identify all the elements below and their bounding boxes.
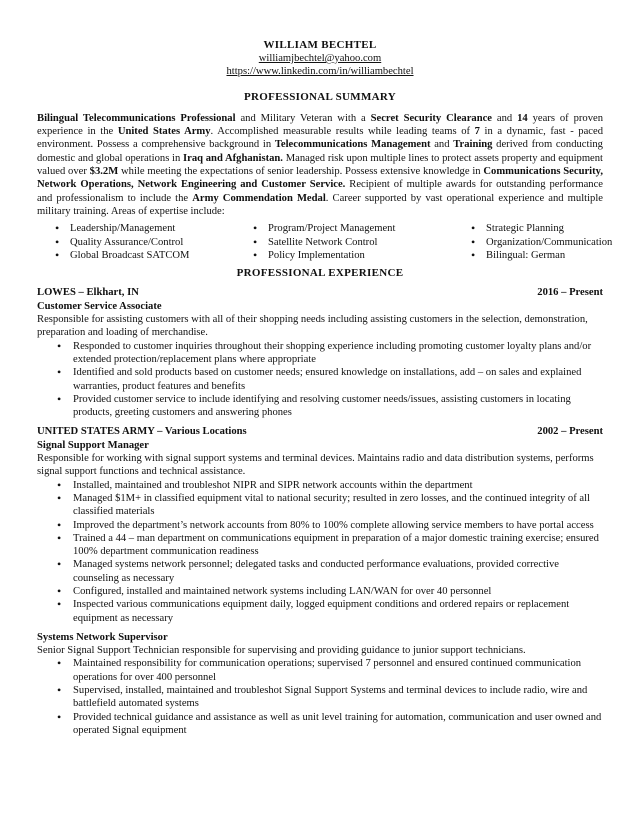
- summary-heading: PROFESSIONAL SUMMARY: [244, 90, 396, 103]
- job-header: [37, 425, 603, 438]
- summary-text: Communications Security, Network Operations, Network Engineering and Customer Service.: [37, 166, 604, 191]
- employer: UNITED STATES ARMY – Various Locations: [37, 426, 247, 438]
- resume-header: [37, 38, 603, 79]
- list-item: • Configured, installed and maintained network systems including LAN/WAN for over 40 personnel: [37, 585, 603, 598]
- linkedin-link[interactable]: https://www.linkedin.com/in/williambechtel: [226, 66, 414, 78]
- list-item: • Trained a 44 – man department on communications equipment in preparation of a major domestic training exercise; ensured 100% department communication readiness: [37, 532, 603, 559]
- skill-item: • Global Broadcast SATCOM: [37, 249, 235, 262]
- summary-text: Army Commendation Medal: [192, 192, 326, 204]
- email-link[interactable]: williamjbechtel@yahoo.com: [258, 53, 382, 64]
- list-item: • Maintained responsibility for communication operations; supervised 7 personnel and ensured continued communication operations for over 400 personnel: [37, 657, 603, 684]
- candidate-name: WILLIAM BECHTEL: [263, 39, 377, 51]
- employer: LOWES – Elkhart, IN: [37, 287, 139, 299]
- summary-text: Secret Security Clearance: [370, 112, 493, 124]
- job-lowes: [37, 286, 603, 419]
- list-item: • Managed $1M+ in classified equipment vital to national security; resulted in zero losses, and the continued integrity of all classified materials: [37, 492, 603, 519]
- summary-text: years of proven experience in the: [37, 112, 603, 138]
- job-title: Customer Service Associate: [37, 300, 162, 312]
- summary-text: derived from conducting domestic and global operations in: [37, 139, 603, 164]
- summary-text: Telecommunications Management: [274, 139, 431, 151]
- job-dates: 2016 – Present: [537, 287, 603, 299]
- summary-text: 14: [517, 112, 528, 124]
- skill-item: • Quality Assurance/Control: [37, 236, 235, 249]
- resume-page: [37, 38, 613, 737]
- skill-item: • Leadership/Management: [37, 222, 235, 235]
- list-item: • Installed, maintained and troubleshot NIPR and SIPR network accounts within the department: [37, 479, 603, 492]
- summary-text: and Military Veteran with a: [235, 112, 371, 124]
- list-item: • Provided technical guidance and assistance as well as unit level training for automation, communication and user owned and operated Signal equipment: [37, 711, 603, 738]
- list-item: • Managed systems network personnel; delegated tasks and conducted performance evaluations, provided corrective counseling as necessary: [37, 558, 603, 585]
- summary-text: Bilingual Telecommunications Professional: [37, 112, 236, 124]
- summary-text: and: [492, 112, 518, 124]
- job-header: [37, 286, 603, 299]
- summary-text: Training: [453, 139, 493, 151]
- summary-text: 7: [474, 126, 480, 138]
- list-item: • Identified and sold products based on customer needs; ensured knowledge on installations, add – on sales and explained warranties, product features and benefits: [37, 366, 603, 393]
- summary-text: . Accomplished measurable results while leading teams of: [210, 126, 475, 138]
- job-title: Signal Support Manager: [37, 439, 149, 451]
- skill-item: • Policy Implementation: [235, 249, 453, 262]
- summary-text: $3.2M: [89, 166, 119, 178]
- summary-text: while meeting the expectations of senior leadership. Possess extensive knowledge in: [118, 166, 484, 178]
- list-item: • Inspected various communications equipment daily, logged equipment conditions and ordered repairs or replacement equipment as necessary: [37, 598, 603, 625]
- summary-text: United States Army: [117, 126, 211, 138]
- job-bullets: [37, 479, 603, 625]
- skill-item: • Organization/Communication: [453, 236, 603, 249]
- skill-item: • Bilingual: German: [453, 249, 603, 262]
- job-dates: 2002 – Present: [537, 426, 603, 438]
- list-item: • Responded to customer inquiries throughout their shopping experience including promoting customer loyalty plans and/or extended protection/replacement plans where appropriate: [37, 340, 603, 367]
- job-army: [37, 425, 603, 737]
- skills-column: [37, 222, 235, 262]
- skills-column: [453, 222, 613, 262]
- skills-column: [235, 222, 453, 262]
- skills-grid: [37, 222, 613, 262]
- skill-item: • Strategic Planning: [453, 222, 603, 235]
- skill-item: • Satellite Network Control: [235, 236, 453, 249]
- list-item: • Improved the department’s network accounts from 80% to 100% complete allowing service members to have portal access: [37, 519, 603, 532]
- job-bullets: [37, 657, 603, 737]
- skill-item: • Program/Project Management: [235, 222, 453, 235]
- summary-text: Iraq and Afghanistan.: [183, 152, 283, 164]
- summary-text: Managed risk upon multiple lines to protect assets property and equipment valued over: [37, 152, 604, 178]
- job-description: Responsible for working with signal support systems and terminal devices. Maintains radio and data distribution systems, performs signal support functions and technical assistance.: [37, 453, 594, 478]
- summary-text: . Career supported by vast operational experience and multiple military training. Areas of expertise include:: [37, 192, 603, 217]
- summary-text: in a dynamic, fast - paced environment. Possess a comprehensive background in: [37, 126, 604, 151]
- job-title: Systems Network Supervisor: [37, 631, 168, 643]
- summary-text: Recipient of multiple awards for outstanding performance and professionalism to include the: [37, 179, 603, 204]
- job-description: Responsible for assisting customers with all of their shopping needs including assisting customers in the selection, demonstration, preparation and loading of merchandise.: [37, 314, 588, 339]
- job-description: Senior Signal Support Technician responsible for supervising and providing guidance to junior support technicians.: [37, 645, 526, 657]
- list-item: • Supervised, installed, maintained and troubleshot Signal Support Systems and terminal devices to include radio, wire and battlefield automated systems: [37, 684, 603, 711]
- job-bullets: [37, 340, 603, 420]
- list-item: • Provided customer service to include identifying and resolving customer needs/issues, assisting customers in locating products, greeting customers and answering phones: [37, 393, 603, 420]
- summary-paragraph: [37, 112, 603, 218]
- summary-text: and: [430, 139, 454, 151]
- experience-heading: PROFESSIONAL EXPERIENCE: [236, 267, 404, 280]
